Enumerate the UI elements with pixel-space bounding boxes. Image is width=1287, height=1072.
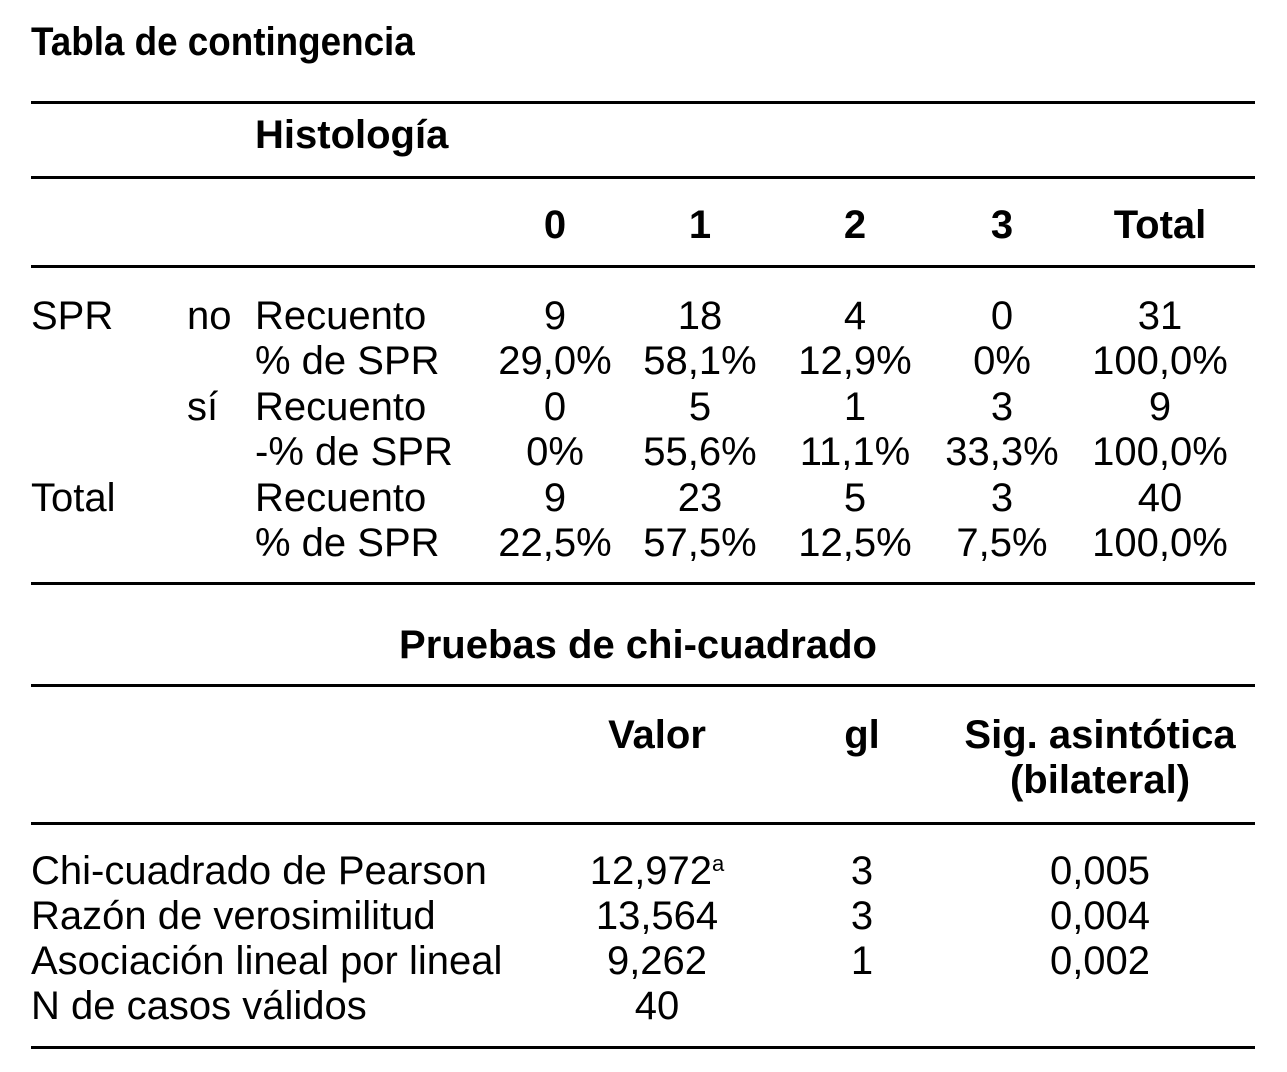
table-cell: 29,0%	[498, 339, 612, 383]
table-cell: 33,3%	[945, 430, 1059, 474]
table-cell: 12,9%	[798, 339, 912, 383]
table-cell: 12,5%	[798, 521, 912, 565]
chi-sig: 0,002	[1049, 939, 1151, 983]
rule-chi-header	[31, 822, 1255, 825]
chi-row-label: Asociación lineal por lineal	[31, 939, 503, 983]
table-cell: 18	[677, 294, 723, 338]
row-sublabel-si: sí	[187, 385, 219, 429]
row-sublabel-no: no	[187, 294, 232, 338]
table-cell: 100,0%	[1092, 521, 1228, 565]
chi-sig: 0,004	[1049, 894, 1151, 938]
col-header-0: 0	[543, 203, 567, 247]
table-cell: 4	[843, 294, 867, 338]
table-cell: 0%	[973, 339, 1031, 383]
rule-header	[31, 265, 1255, 268]
row-label: Recuento	[255, 476, 427, 520]
rule-group	[31, 176, 1255, 179]
rule-top	[31, 101, 1255, 104]
table-cell: 40	[1137, 476, 1183, 520]
table-cell: 55,6%	[643, 430, 757, 474]
table-cell: 7,5%	[956, 521, 1048, 565]
rule-bottom-contingency	[31, 582, 1255, 585]
row-group-label-total: Total	[31, 476, 116, 520]
row-group-label-spr: SPR	[31, 294, 114, 338]
row-label: % de SPR	[255, 521, 440, 565]
col-header-sig-line2: (bilateral)	[1009, 758, 1191, 802]
chi-df: 1	[850, 939, 874, 983]
row-label: Recuento	[255, 385, 427, 429]
col-header-gl: gl	[844, 713, 880, 757]
chi-sig: 0,005	[1049, 849, 1151, 893]
contingency-title: Tabla de contingencia	[31, 20, 415, 64]
group-header: Histología	[255, 113, 449, 157]
table-cell: 0	[543, 385, 567, 429]
chi-row-label: N de casos válidos	[31, 984, 367, 1028]
table-cell: 58,1%	[643, 339, 757, 383]
rule-chi-top	[31, 684, 1255, 687]
table-cell: 0	[990, 294, 1014, 338]
col-header-total: Total	[1113, 203, 1207, 247]
col-header-valor: Valor	[608, 713, 706, 757]
table-cell: 0%	[526, 430, 584, 474]
table-cell: 100,0%	[1092, 339, 1228, 383]
table-cell: 57,5%	[643, 521, 757, 565]
col-header-1: 1	[688, 203, 712, 247]
table-cell: 3	[990, 476, 1014, 520]
table-cell: 11,1%	[799, 430, 911, 474]
table-cell: 5	[843, 476, 867, 520]
chi-value	[590, 849, 725, 894]
chi-row-label: Razón de verosimilitud	[31, 894, 436, 938]
table-cell: 23	[677, 476, 723, 520]
col-header-2: 2	[843, 203, 867, 247]
table-cell: 3	[990, 385, 1014, 429]
row-label: Recuento	[255, 294, 427, 338]
chi-square-title: Pruebas de chi-cuadrado	[399, 623, 877, 667]
chi-df: 3	[850, 894, 874, 938]
chi-row-label: Chi-cuadrado de Pearson	[31, 849, 487, 893]
footnote-marker: a	[712, 851, 725, 876]
row-label: -% de SPR	[255, 430, 453, 474]
row-label: % de SPR	[255, 339, 440, 383]
table-cell: 100,0%	[1092, 430, 1228, 474]
chi-value: 13,564	[595, 894, 719, 938]
table-cell: 9	[1148, 385, 1172, 429]
table-cell: 9	[543, 294, 567, 338]
table-cell: 31	[1137, 294, 1183, 338]
table-cell: 5	[688, 385, 712, 429]
col-header-3: 3	[990, 203, 1014, 247]
chi-df: 3	[850, 849, 874, 893]
chi-value: 9,262	[606, 939, 708, 983]
chi-value: 40	[634, 984, 680, 1028]
rule-chi-bottom	[31, 1046, 1255, 1049]
table-cell: 9	[543, 476, 567, 520]
chi-value-number: 12,972	[589, 849, 713, 893]
table-cell: 22,5%	[498, 521, 612, 565]
col-header-sig-line1: Sig. asintótica	[964, 713, 1236, 757]
table-cell: 1	[843, 385, 867, 429]
